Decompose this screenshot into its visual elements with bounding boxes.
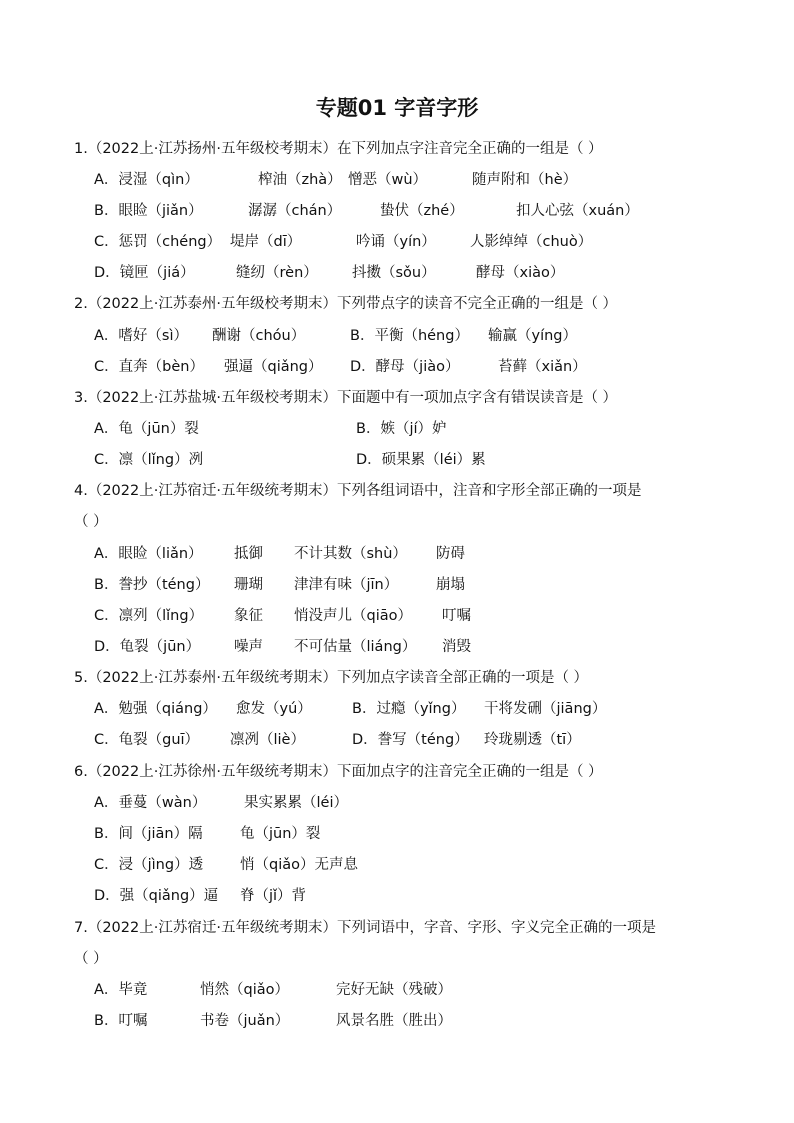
question-2-row-2 (94, 355, 734, 377)
question-4-stem: 4.（2022上·江苏宿迁·五年级统考期末）下列各组词语中，注音和字形全部正确的一项是 (74, 483, 642, 499)
question-5-row-1 (94, 697, 734, 719)
question-6-option-a (94, 791, 734, 813)
option-text: A．浸湿（qìn） (94, 172, 199, 188)
option-text: 凛冽（liè） (230, 732, 305, 748)
question-1-option-c (94, 230, 734, 252)
option-text: A．嗜好（sì） (94, 328, 189, 344)
option-text: C．龟裂（guī） (94, 732, 200, 748)
option-text: 榨油（zhà） (258, 172, 342, 188)
option-text: 龟（jūn）裂 (240, 826, 321, 842)
question-1-option-a (94, 168, 734, 190)
option-text: 悄（qiǎo）无声息 (240, 857, 358, 873)
option-text: 愈发（yú） (236, 701, 312, 717)
option-text: 悄然（qiǎo） (200, 982, 289, 998)
option-text: A．眼睑（liǎn） (94, 546, 203, 562)
option-text: 强逼（qiǎng） (224, 359, 323, 375)
option-text: 扣人心弦（xuán） (516, 203, 639, 219)
option-text: 完好无缺（残破） (336, 982, 452, 998)
option-text: A．毕竟 (94, 982, 148, 998)
question-7-option-a (94, 978, 734, 1000)
option-text: 津津有味（jīn） (294, 577, 399, 593)
question-2-row-1 (94, 324, 734, 346)
option-text: B．过瘾（yǐng） (352, 701, 466, 717)
option-text: D．硕果累（léi）累 (356, 452, 486, 468)
option-text: 玲珑剔透（tī） (484, 732, 581, 748)
option-text: 脊（jǐ）背 (240, 888, 307, 904)
option-text: D．强（qiǎng）逼 (94, 888, 219, 904)
option-text: 悄没声儿（qiāo） (294, 608, 412, 624)
option-text: D．酵母（jiào） (350, 359, 460, 375)
option-text: 风景名胜（胜出） (336, 1013, 452, 1029)
option-text: 憎恶（wù） (348, 172, 428, 188)
option-text: D．龟裂（jūn） (94, 639, 201, 655)
option-text: 书卷（juǎn） (200, 1013, 290, 1029)
option-text: C．凛（lǐng）冽 (94, 452, 204, 468)
option-text: 抵御 (234, 546, 263, 562)
option-text: 苔藓（xiǎn） (498, 359, 587, 375)
option-text: 输赢（yíng） (488, 328, 578, 344)
option-text: 人影绰绰（chuò） (470, 234, 593, 250)
question-4-option-c (94, 604, 734, 626)
option-text: B．叮嘱 (94, 1013, 148, 1029)
question-3-stem: 3.（2022上·江苏盐城·五年级校考期末）下面题中有一项加点字含有错误读音是（ ） (74, 390, 618, 406)
option-text: 珊瑚 (234, 577, 263, 593)
question-6-option-d (94, 884, 734, 906)
question-4-option-a (94, 542, 734, 564)
question-7-stem: 7.（2022上·江苏宿迁·五年级统考期末）下列词语中，字音、字形、字义完全正确的一项是 (74, 920, 656, 936)
option-text: 果实累累（léi） (244, 795, 348, 811)
question-6-option-b (94, 822, 734, 844)
option-text: 噪声 (234, 639, 263, 655)
page-title: 专题01 字音字形 (315, 96, 479, 120)
question-1-option-b (94, 199, 734, 221)
option-text: 干将发硎（jiāng） (484, 701, 607, 717)
option-text: C．直奔（bèn） (94, 359, 204, 375)
question-3-row-2 (94, 448, 734, 470)
option-text: 缝纫（rèn） (236, 265, 318, 281)
option-text: B．间（jiān）隔 (94, 826, 203, 842)
option-text: 不计其数（shù） (294, 546, 407, 562)
option-text: B．平衡（héng） (350, 328, 469, 344)
question-4-answer-paren: （ ） (74, 514, 108, 530)
question-1-option-d (94, 261, 734, 283)
option-text: 象征 (234, 608, 263, 624)
question-7-option-b (94, 1009, 734, 1031)
option-text: 蛰伏（zhé） (380, 203, 464, 219)
option-text: 潺潺（chán） (248, 203, 342, 219)
question-7-answer-paren: （ ） (74, 951, 108, 967)
option-text: 酬谢（chóu） (212, 328, 306, 344)
question-4-option-b (94, 573, 734, 595)
option-text: 崩塌 (436, 577, 465, 593)
question-3-row-1 (94, 417, 734, 439)
question-6-stem: 6.（2022上·江苏徐州·五年级统考期末）下面加点字的注音完全正确的一组是（ ） (74, 764, 603, 780)
option-text: 堤岸（dī） (230, 234, 302, 250)
option-text: 随声附和（hè） (472, 172, 578, 188)
question-5-stem: 5.（2022上·江苏泰州·五年级统考期末）下列加点字读音全部正确的一项是（ ） (74, 670, 589, 686)
option-text: 吟诵（yín） (356, 234, 436, 250)
option-text: B．嫉（jí）妒 (356, 421, 447, 437)
option-text: A．龟（jūn）裂 (94, 421, 199, 437)
option-text: C．浸（jìng）透 (94, 857, 204, 873)
option-text: B．眼睑（jiǎn） (94, 203, 203, 219)
option-text: B．誊抄（téng） (94, 577, 210, 593)
option-text: D．誊写（téng） (352, 732, 469, 748)
option-text: 防碍 (436, 546, 465, 562)
option-text: 酵母（xiào） (476, 265, 565, 281)
question-1-stem: 1.（2022上·江苏扬州·五年级校考期末）在下列加点字注音完全正确的一组是（ ） (74, 141, 603, 157)
option-text: A．垂蔓（wàn） (94, 795, 207, 811)
option-text: C．凛列（lǐng） (94, 608, 204, 624)
question-5-row-2 (94, 728, 734, 750)
option-text: C．惩罚（chéng） (94, 234, 222, 250)
option-text: 抖擞（sǒu） (352, 265, 436, 281)
option-text: 消毁 (442, 639, 471, 655)
option-text: 叮嘱 (442, 608, 471, 624)
question-2-stem: 2.（2022上·江苏泰州·五年级校考期末）下列带点字的读音不完全正确的一组是（ ） (74, 296, 618, 312)
option-text: D．镜匣（jiá） (94, 265, 195, 281)
question-6-option-c (94, 853, 734, 875)
question-4-option-d (94, 635, 734, 657)
option-text: A．勉强（qiáng） (94, 701, 217, 717)
option-text: 不可估量（liáng） (294, 639, 417, 655)
